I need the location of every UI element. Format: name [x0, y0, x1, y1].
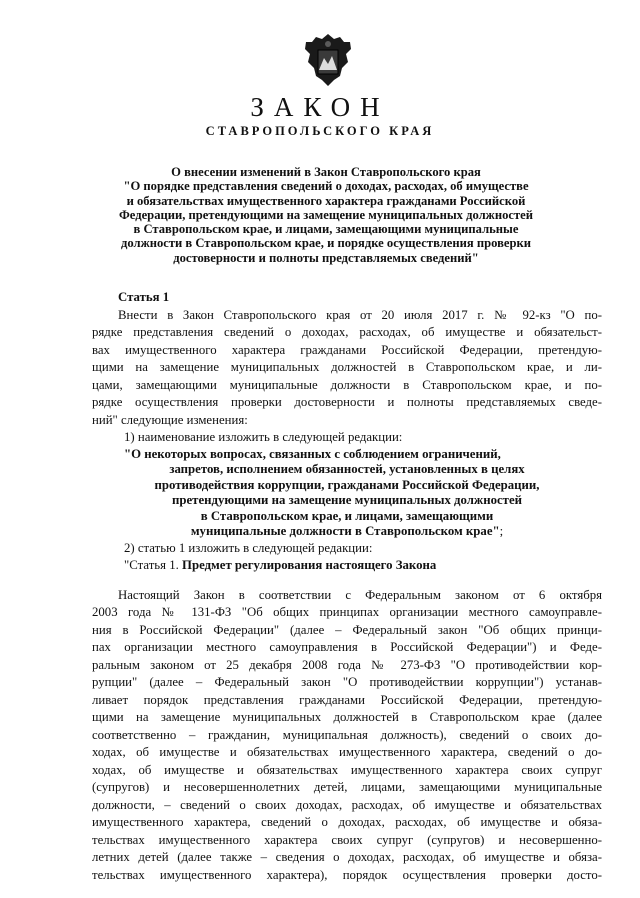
paragraph-line: ральным законом от 25 декабря 2008 года № 273-ФЗ "О противодействии кор-: [92, 657, 602, 672]
law-subtitle: СТАВРОПОЛЬСКОГО КРАЯ: [205, 124, 435, 138]
paragraph-line: ливает порядок представления гражданами Российской Федерации, претендую-: [92, 692, 602, 707]
quote-end: ;: [499, 524, 504, 538]
quote-line: "О некоторых вопросах, связанных с соблюдением ограничений,: [124, 446, 501, 461]
item-1: 1) наименование изложить в следующей редакции:: [124, 430, 403, 444]
caption-line: "О порядке представления сведений о доходах, расходах, об имуществе: [123, 179, 529, 194]
paragraph-line: ходах, об имуществе и обязательствах имущественного характера, сведений о до-: [92, 745, 602, 759]
quote-line: запретов, исполнением обязанностей, установленных в целях: [169, 462, 525, 476]
paragraph-line: пах организации местного самоуправления в Российской Федерации") и Феде-: [92, 640, 602, 654]
caption-line: и обязательствах имущественного характера гражданами Российской: [126, 193, 526, 208]
paragraph-line: соответственно – гражданин, муниципальная должность), сведений о своих до-: [92, 727, 602, 742]
paragraph-line: цами, замещающими муниципальные должности в Ставропольском крае, и по-: [92, 377, 602, 392]
quote-line: претендующими на замещение муниципальных должностей: [172, 493, 522, 507]
law-title: ЗАКОН: [250, 92, 390, 122]
paragraph-line: ний" следующие изменения:: [92, 412, 248, 427]
paragraph-line: тельствах имущественного характера), порядок осуществления проверки досто-: [92, 867, 602, 882]
caption-line: Федерации, претендующими на замещение муниципальных должностей: [118, 207, 533, 222]
paragraph-line: тельствах имущественного характера своих супруг (супругов) и несовершенно-: [92, 832, 602, 847]
law-caption: [96, 165, 556, 265]
paragraph-line: рупции" (далее – Федеральный закон "О противодействии коррупции") устанав-: [92, 675, 602, 689]
quote-line-text: муниципальные должности в Ставропольском крае": [190, 524, 500, 538]
paragraph-line: ходах, об имуществе и обязательствах имущественного характера своих супруг: [92, 762, 602, 777]
paragraph-line: вах имущественного характера гражданами Российской Федерации, претендую-: [92, 342, 602, 357]
paragraph-line: рядке осуществления проверки достоверности и полноты представляемых сведе-: [92, 395, 602, 409]
sub-article-prefix: "Статья 1.: [124, 558, 182, 572]
paragraph-line: летних детей (далее также – сведения о доходах, расходах, об имуществе и обяза-: [92, 850, 602, 864]
caption-line: в Ставропольском крае, и лицами, замещающими муниципальные: [133, 222, 519, 237]
paragraph-line: ния в Российской Федерации" (далее – Федеральный закон "Об общих принци-: [92, 622, 602, 637]
caption-line: должности в Ставропольском крае, и порядке осуществления проверки: [121, 236, 531, 251]
paragraph-line: щими на замещение муниципальных должностей в Ставропольском крае, и ли-: [92, 360, 602, 374]
paragraph-line: (супругов) и несовершеннолетних детей, лицами, замещающими муниципальные: [92, 780, 602, 794]
paragraph-line: Настоящий Закон в соответствии с Федеральным законом от 6 октября: [118, 587, 602, 602]
quote-line: противодействия коррупции, гражданами Российской Федерации,: [154, 477, 540, 492]
caption-line: О внесении изменений в Закон Ставропольского края: [171, 165, 481, 179]
paragraph-line: щими на замещение муниципальных должностей в Ставропольском крае (далее: [92, 710, 602, 724]
paragraph-line: рядке представления сведений о доходах, расходах, об имуществе и обязательст-: [92, 325, 602, 339]
item-2: 2) статью 1 изложить в следующей редакции:: [124, 540, 373, 555]
sub-article-heading: [92, 557, 602, 575]
quote-line: в Ставропольском крае, и лицами, замещающими: [200, 508, 494, 523]
paragraph-line: 2003 года № 131-ФЗ "Об общих принципах организации местного самоуправле-: [92, 605, 602, 619]
coat-of-arms-icon: [302, 32, 354, 90]
paragraph-line: Внести в Закон Ставропольского края от 20 июля 2017 г. № 92-кз "О по-: [118, 307, 602, 322]
paragraph-line: имущественного характера, сведений о доходах, расходах, об имуществе и обяза-: [92, 815, 602, 829]
paragraph-line: должности, – сведений о своих доходах, расходах, об имуществе и обязательствах: [92, 797, 602, 812]
caption-line: достоверности и полноты представляемых сведений": [173, 250, 479, 265]
sub-article-title: Предмет регулирования настоящего Закона: [182, 558, 437, 572]
article-heading: Статья 1: [118, 290, 170, 304]
quote-line: [92, 524, 602, 540]
article-1: [92, 289, 602, 884]
